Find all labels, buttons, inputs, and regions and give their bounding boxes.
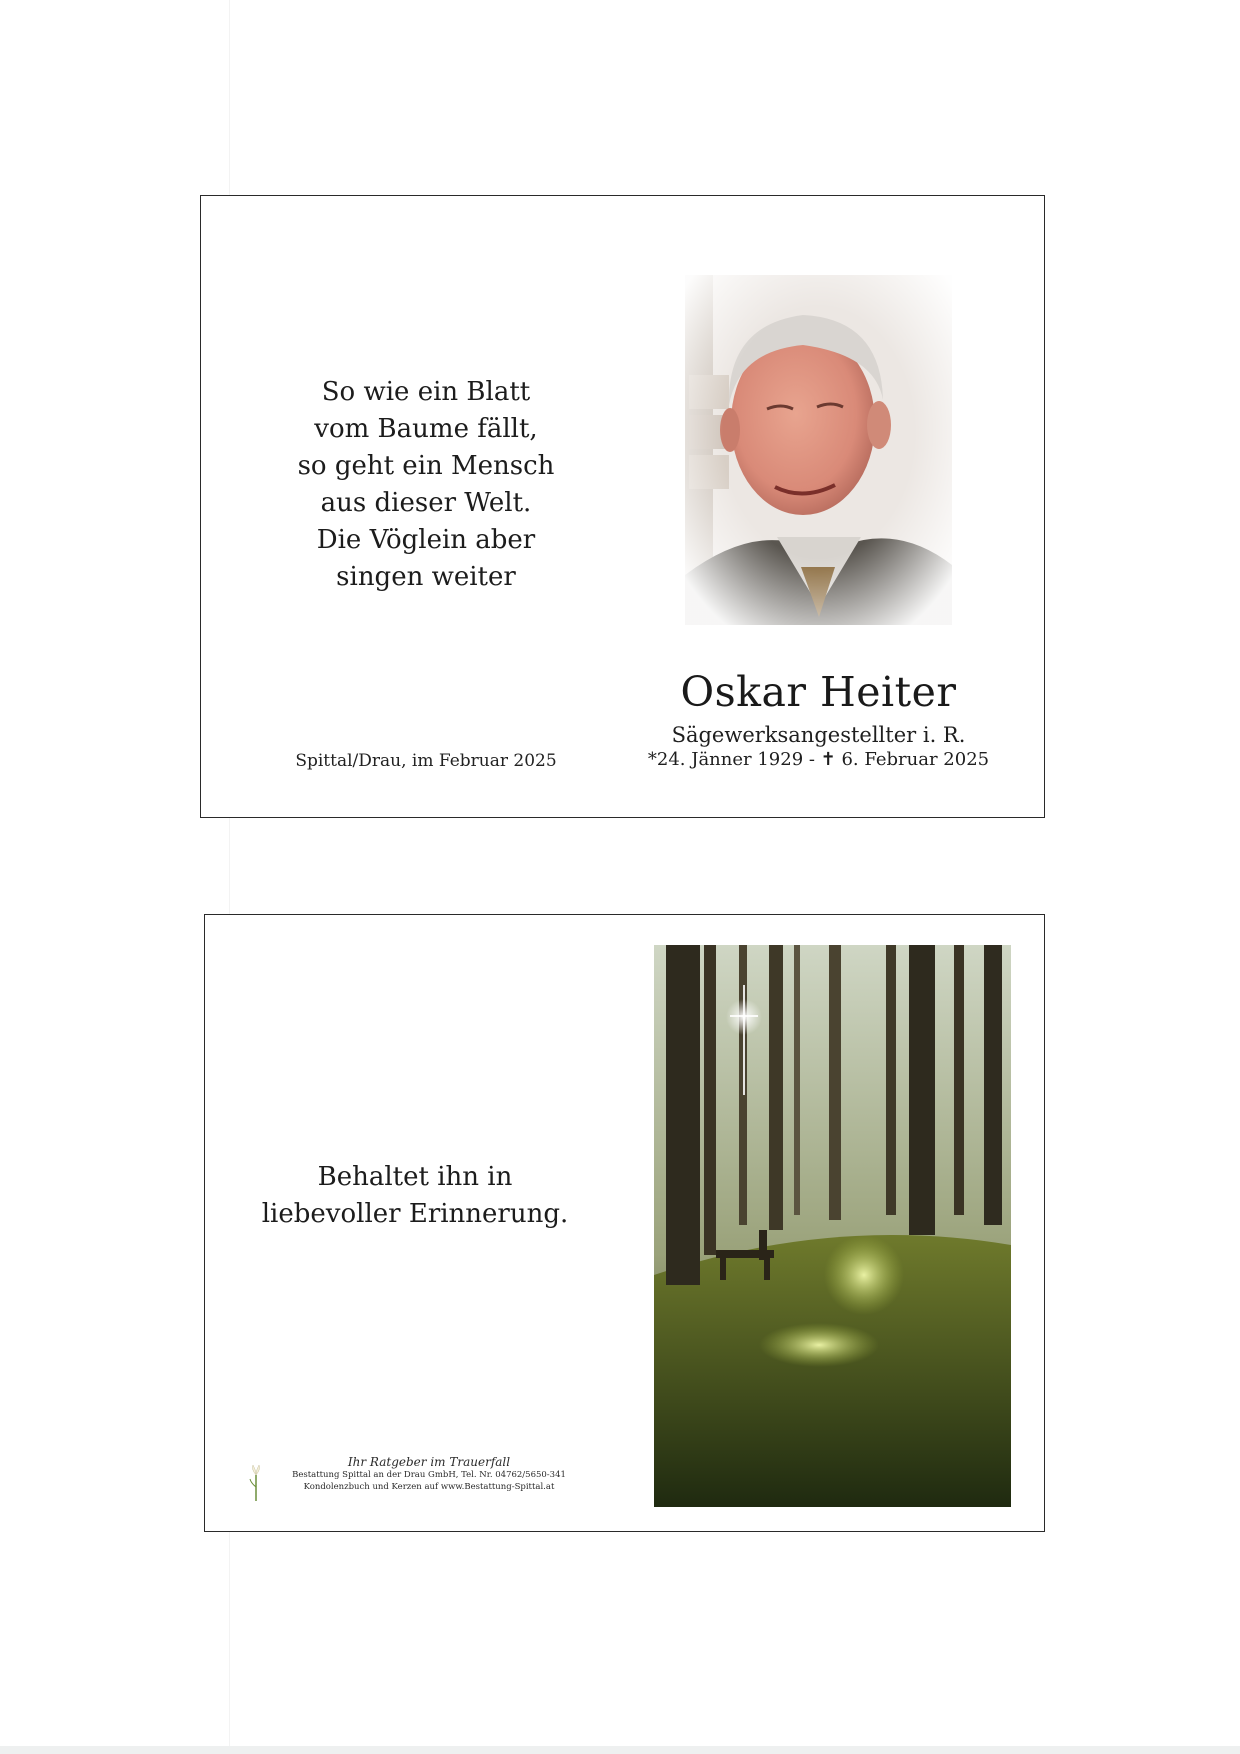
forest-photo xyxy=(654,945,1011,1507)
funeral-contact: Bestattung Spittal an der Drau GmbH, Tel. Nr. 04762/5650-341 xyxy=(292,1470,566,1480)
remembrance-line: liebevoller Erinnerung. xyxy=(261,1199,569,1229)
remembrance-text xyxy=(245,1159,585,1233)
front-card xyxy=(200,195,1045,818)
poem-line: singen weiter xyxy=(336,562,516,592)
scan-edge xyxy=(0,1746,1240,1754)
place-date: Spittal/Drau, im Februar 2025 xyxy=(295,751,557,771)
portrait-photo xyxy=(685,275,952,625)
poem-line: aus dieser Welt. xyxy=(320,488,532,518)
lily-icon xyxy=(249,1465,263,1501)
funeral-slogan: Ihr Ratgeber im Trauerfall xyxy=(347,1455,511,1469)
poem-line: so geht ein Mensch xyxy=(297,451,555,481)
deceased-name: Oskar Heiter xyxy=(680,668,957,716)
poem xyxy=(261,374,591,596)
poem-line: So wie ein Blatt xyxy=(321,377,531,407)
remembrance-line: Behaltet ihn in xyxy=(317,1162,513,1192)
poem-line: Die Vöglein aber xyxy=(316,525,536,555)
life-dates: *24. Jänner 1929 - ✝ 6. Februar 2025 xyxy=(647,749,990,770)
occupation: Sägewerksangestellter i. R. xyxy=(671,723,966,747)
funeral-website: Kondolenzbuch und Kerzen auf www.Bestattung-Spittal.at xyxy=(303,1482,555,1492)
poem-line: vom Baume fällt, xyxy=(314,414,538,444)
back-card xyxy=(204,914,1045,1532)
